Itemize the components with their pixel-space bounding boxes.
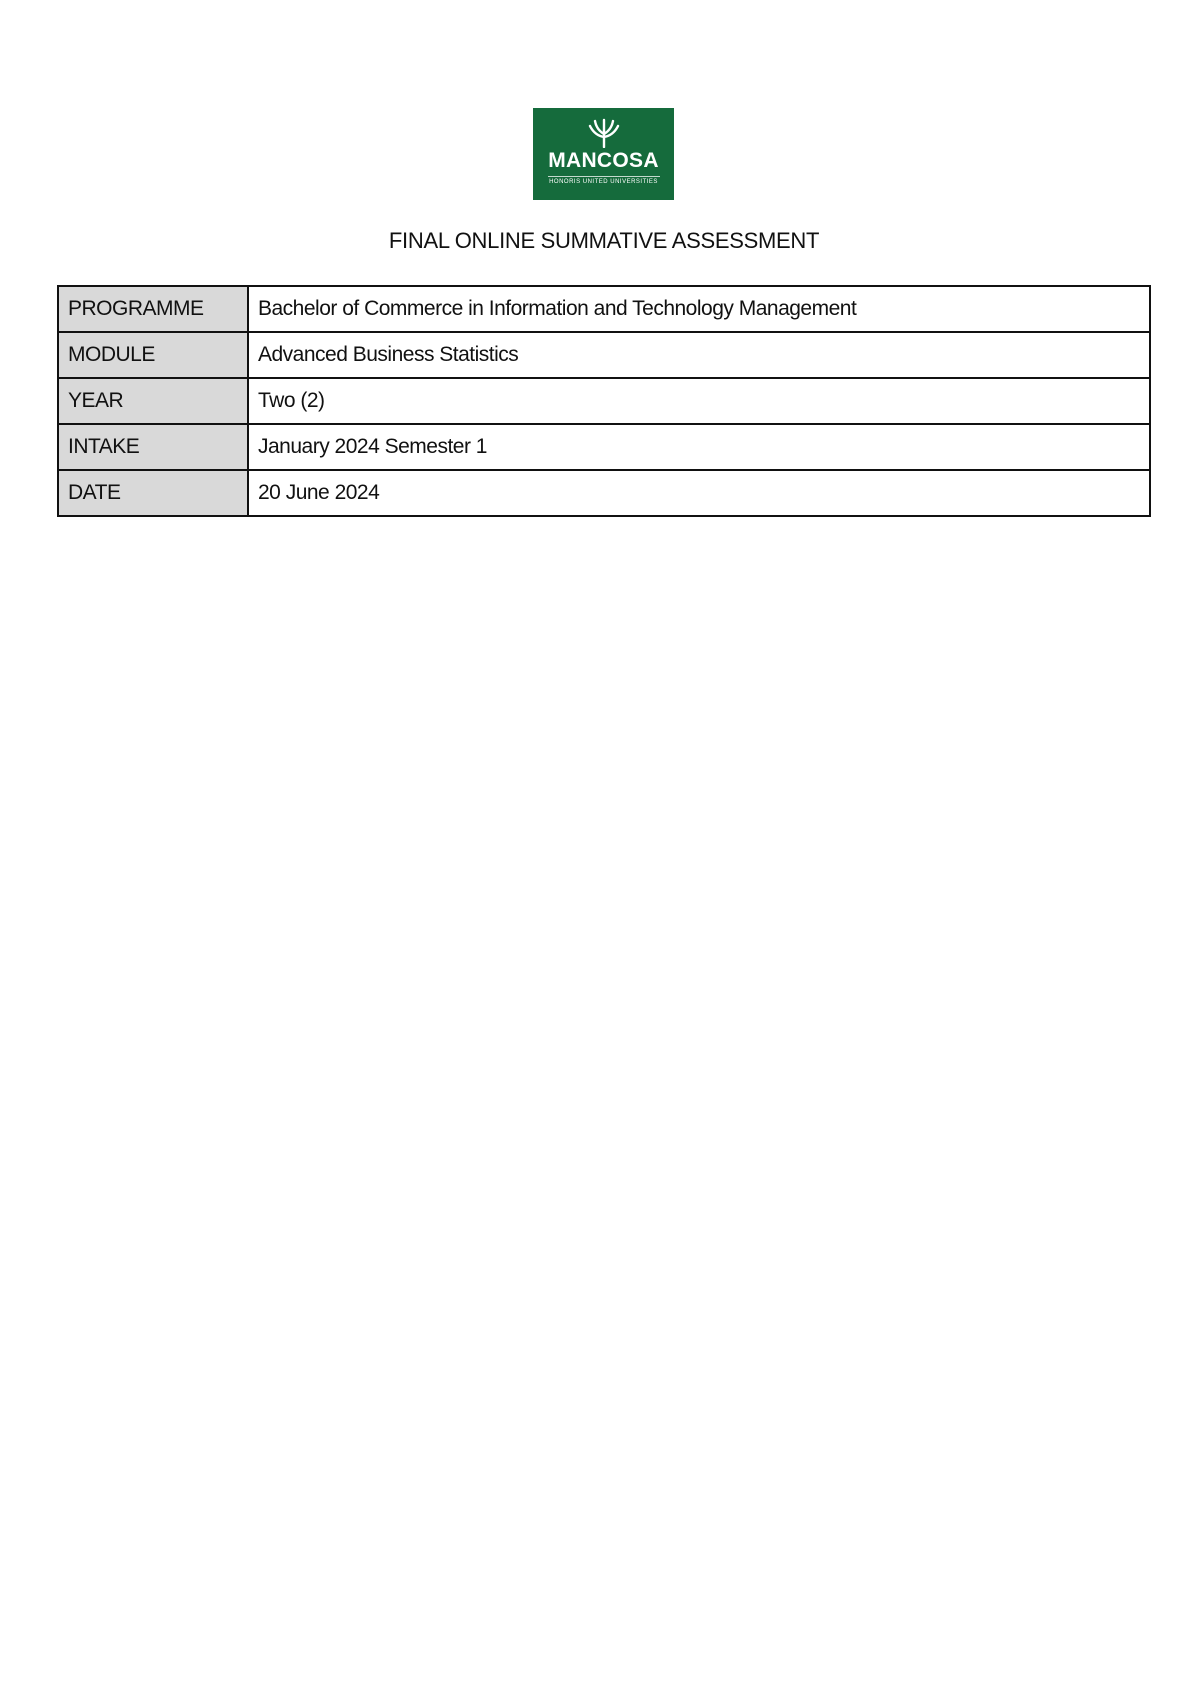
table-row-date	[58, 470, 1150, 516]
module-label: MODULE	[58, 332, 248, 378]
intake-value: January 2024 Semester 1	[248, 424, 1150, 470]
logo-tagline: HONORIS UNITED UNIVERSITIES	[549, 179, 658, 185]
mancosa-logo	[533, 108, 674, 200]
year-label: YEAR	[58, 378, 248, 424]
intake-label: INTAKE	[58, 424, 248, 470]
assessment-details-table	[57, 285, 1151, 517]
table-row-programme	[58, 286, 1150, 332]
tree-icon	[587, 118, 621, 148]
programme-label: PROGRAMME	[58, 286, 248, 332]
table-row-year	[58, 378, 1150, 424]
year-value: Two (2)	[248, 378, 1150, 424]
table-row-module	[58, 332, 1150, 378]
date-value: 20 June 2024	[248, 470, 1150, 516]
document-title: FINAL ONLINE SUMMATIVE ASSESSMENT	[388, 228, 820, 253]
programme-value: Bachelor of Commerce in Information and Technology Management	[248, 286, 1150, 332]
logo-wordmark: MANCOSA	[548, 149, 659, 172]
table-row-intake	[58, 424, 1150, 470]
date-label: DATE	[58, 470, 248, 516]
logo-divider	[548, 176, 660, 177]
module-value: Advanced Business Statistics	[248, 332, 1150, 378]
